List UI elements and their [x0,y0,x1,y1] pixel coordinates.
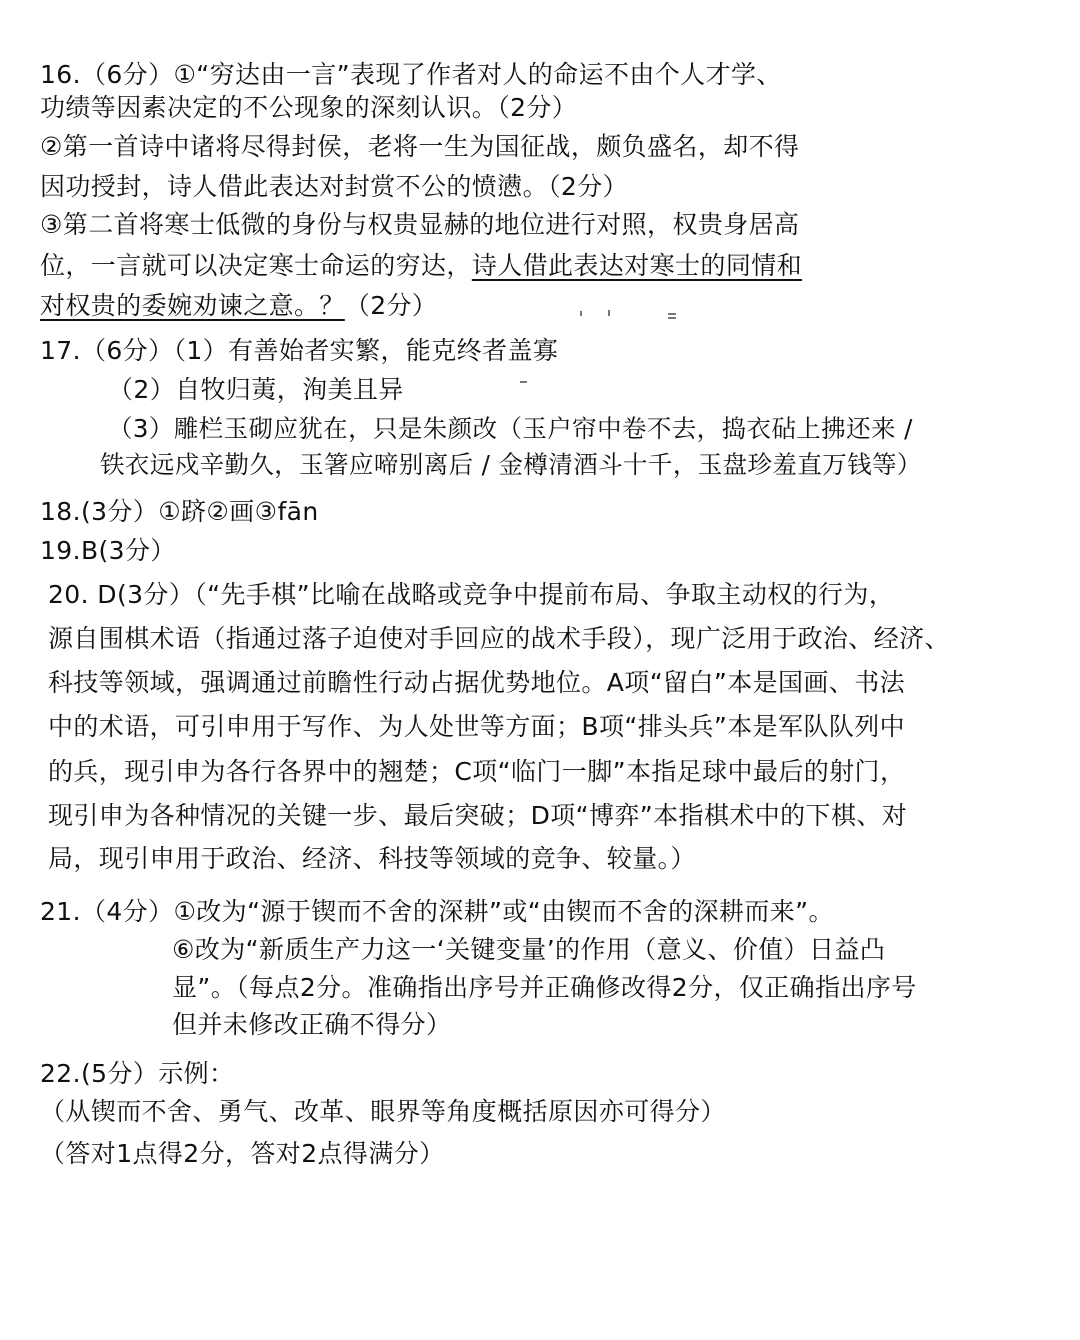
q16-line-1: 16.（6分）①“穷达由一言”表现了作者对人的命运不由个人才学、 [40,60,782,89]
q17-line-3: （3）雕栏玉砌应犹在，只是朱颜改（玉户帘中卷不去，捣衣砧上拂还来 / [108,414,913,443]
q20-line-1: 20. D(3分）（“先手棋”比喻在战略或竞争中提前布局、争取主动权的行为， [48,580,895,609]
q16-line-7-underlined: 对权贵的委婉劝谏之意。？ [40,291,345,320]
q21-line-2: ⑥改为“新质生产力这一‘关键变量’的作用（意义、价值）日益凸 [172,935,886,964]
q20-line-3: 科技等领域，强调通过前瞻性行动占据优势地位。A项“留白”本是国画、书法 [48,668,906,697]
q16-line-3: ②第一首诗中诸将尽得封侯，老将一生为国征战，颇负盛名，却不得 [40,132,800,161]
q16-line-6 [40,249,802,283]
q21-line-1: 21.（4分）①改为“源于锲而不舍的深耕”或“由锲而不舍的深耕而来”。 [40,897,834,926]
q22-line-2: （从锲而不舍、勇气、改革、眼界等角度概括原因亦可得分） [40,1097,726,1126]
scan-speck [608,310,610,316]
q20-line-4: 中的术语，可引申用于写作、为人处世等方面；B项“排头兵”本是军队队列中 [48,712,906,741]
q17-line-1: 17.（6分）（1）有善始者实繁，能克终者盖寡 [40,336,559,365]
q21-line-4: 但并未修改正确不得分） [172,1010,452,1039]
scan-speck [668,317,676,319]
q20-line-7: 局，现引申用于政治、经济、科技等领域的竞争、较量。） [48,844,696,873]
q20-line-5: 的兵，现引申为各行各界中的翘楚；C项“临门一脚”本指足球中最后的射门， [48,757,906,786]
q21-line-3: 显”。（每点2分。准确指出序号并正确修改得2分，仅正确指出序号 [172,973,917,1002]
scan-speck [668,313,676,315]
q16-line-4: 因功授封，诗人借此表达对封赏不公的愤懑。（2分） [40,172,629,201]
q16-line-2: 功绩等因素决定的不公现象的深刻认识。（2分） [40,93,578,122]
q16-line-7 [40,289,437,323]
q17-line-4: 铁衣远戍辛勤久，玉箸应啼别离后 / 金樽清酒斗十千，玉盘珍羞直万钱等） [100,450,922,479]
scan-speck [580,311,582,316]
q17-line-2: （2）自牧归荑，洵美且异 [108,375,404,404]
q16-line-7-plain: （2分） [344,291,438,320]
q20-line-6: 现引申为各种情况的关键一步、最后突破；D项“博弈”本指棋术中的下棋、对 [48,801,908,830]
q22-line-1: 22.(5分）示例： [40,1059,235,1088]
q16-line-6-plain: 位，一言就可以决定寒士命运的穷达， [40,251,472,280]
q20-line-2: 源自围棋术语（指通过落子迫使对手回应的战术手段），现广泛用于政治、经济、 [48,624,950,653]
q18-line-1: 18.(3分）①跻②画③fān [40,497,319,526]
q16-line-5: ③第二首将寒士低微的身份与权贵显赫的地位进行对照，权贵身居高 [40,210,800,239]
q19-line-1: 19.B(3分） [40,536,176,565]
q16-line-6-underlined: 诗人借此表达对寒士的同情和 [471,251,803,280]
q22-line-3: （答对1点得2分，答对2点得满分） [40,1139,445,1168]
scan-speck [520,381,527,383]
